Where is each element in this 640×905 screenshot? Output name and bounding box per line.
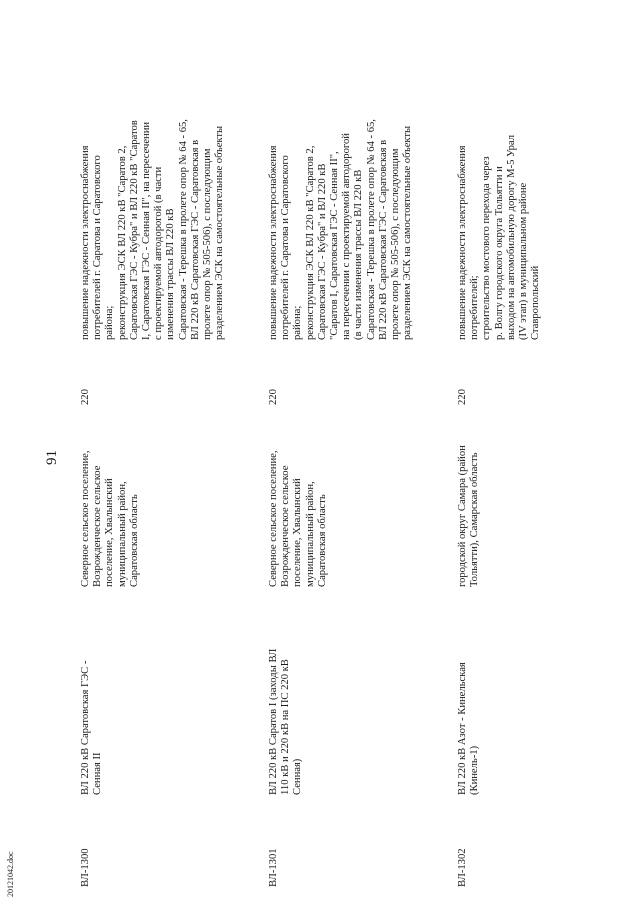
description-line: потребителей г. Саратова и Саратовского [280,155,292,340]
description-line: Саратовская ГЭС - Кубра" и ВЛ 220 кВ [316,163,328,340]
description-line: Ставропольский [530,265,542,340]
description-line: с проектируемой автодорогой (в части [153,166,165,340]
description-line: Саратовская - Терешка в пролете опор № 64 - 65, [177,119,189,340]
voltage-value: 220 [80,389,91,405]
object-description [268,119,414,340]
description-line: ВЛ 220 кВ Саратовская ГЭС - Саратовская в [377,139,389,340]
location-line: Возрожденческое сельское [92,465,104,587]
description-line: разделением ЭСК на самостоятельные объекты [402,125,414,340]
location-line: муниципальный район, [304,481,316,587]
name-line: Сенная) [292,758,304,795]
description-line: района; [104,305,116,340]
description-line: повышение надежности электроснабжения [268,145,279,340]
name-line: ВЛ 220 кВ Азот - Кинельская [457,662,468,795]
object-code: ВЛ-1301 [268,848,279,887]
description-line: района; [292,305,304,340]
description-line: повышение надежности электроснабжения [80,145,91,340]
name-line: 110 кВ и 220 кВ на ПС 220 кВ [280,659,292,795]
description-line: выходом на автомобильную дорогу М-5 Урал [505,134,517,340]
object-name [80,661,104,795]
description-line: изменения трассы ВЛ 220 кВ [165,208,177,340]
description-line: "Саратов I, Саратовская ГЭС - Сенная II", [329,151,341,340]
description-line: Саратовская - Терешка в пролете опор № 64 - 65, [365,119,377,340]
description-line: реконструкция ЭСК ВЛ 220 кВ "Саратов 2, [304,145,316,340]
description-line: I, Саратовская ГЭС - Сенная II", на пересечении [141,121,153,340]
description-line: повышение надежности электроснабжения [457,145,468,340]
object-code: ВЛ-1302 [457,848,468,887]
name-line: (Кинель-1) [469,745,481,795]
object-code: ВЛ-1300 [80,848,91,887]
location-line: Саратовская область [316,494,328,587]
location-line: муниципальный район, [116,481,128,587]
object-location [457,445,481,587]
voltage-value: 220 [457,389,468,405]
location-line: Северное сельское поселение, [268,450,279,587]
name-line: ВЛ 220 кВ Саратовская ГЭС - [80,660,91,795]
object-location [268,451,329,587]
name-line: ВЛ 220 кВ Саратов I (заходы ВЛ [268,648,279,795]
description-line: потребителей; [469,275,481,340]
object-location [80,451,141,587]
description-line: ВЛ 220 кВ Саратовская ГЭС - Саратовская в [189,139,201,340]
description-line: (IV этап) в муниципальном районе [518,182,530,340]
name-line: Сенная II [92,752,104,795]
location-line: Возрожденческое сельское [280,465,292,587]
description-line: потребителей г. Саратова и Саратовского [92,155,104,340]
description-line: пролете опор № 505-506), с последующим [202,148,214,340]
description-line: (в части изменения трассы ВЛ 220 кВ [353,169,365,340]
location-line: Северное сельское поселение, [80,450,91,587]
description-line: Саратовская ГЭС - Кубра" и ВЛ 220 кВ "Саратов [128,120,140,340]
description-line: пролете опор № 505-506), с последующим [390,148,402,340]
page-number: 91 [44,450,60,465]
location-line: городской округ Самара (район [457,445,468,587]
description-line: реконструкция ЭСК ВЛ 220 кВ "Саратов 2, [116,145,128,340]
description-line: на пересечении с проектируемой автодорогой [341,133,353,340]
description-line: разделением ЭСК на самостоятельные объекты [214,125,226,340]
description-line: р. Волгу городского округа Тольятти и [493,166,505,340]
object-name [457,662,481,795]
location-line: Саратовская область [128,494,140,587]
object-name [268,649,305,795]
footer-filename: 20121042.doc [6,851,15,897]
location-line: поселение, Хвалынский [292,478,304,587]
voltage-value: 220 [268,389,279,405]
object-description [457,135,542,340]
location-line: Тольятти), Самарская область [469,452,481,587]
location-line: поселение, Хвалынский [104,478,116,587]
description-line: строительство мостового перехода через [481,156,493,340]
object-description [80,119,226,340]
